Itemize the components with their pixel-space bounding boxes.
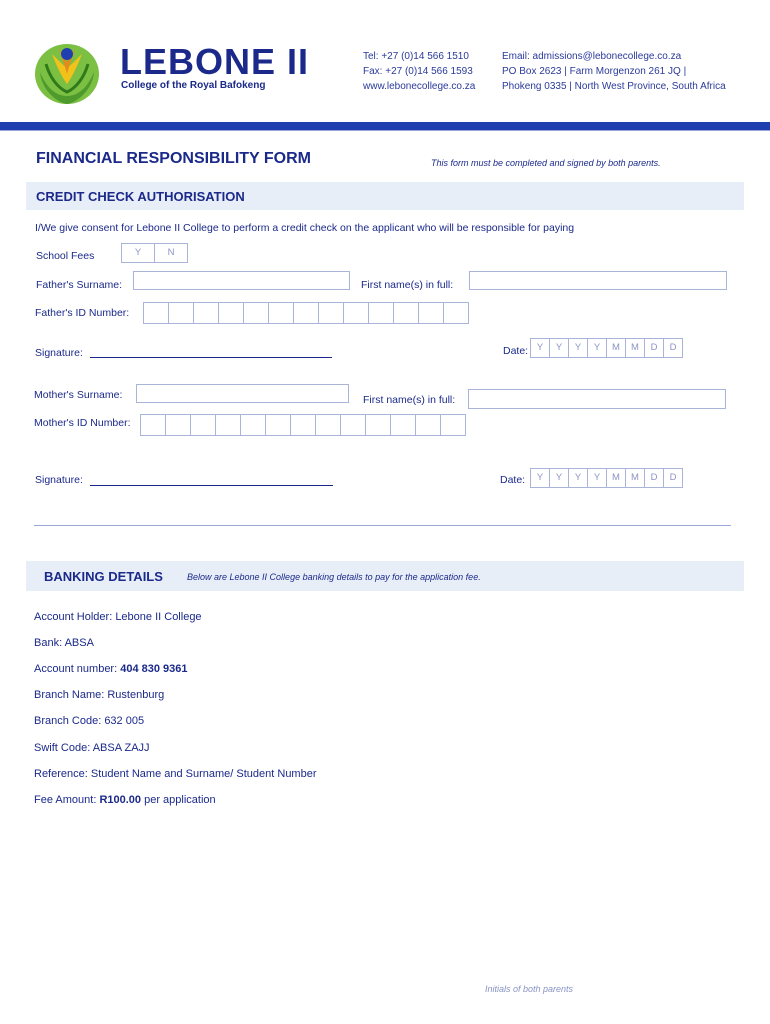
date-cell[interactable]: Y: [549, 338, 569, 358]
id-digit-cell[interactable]: [140, 414, 166, 436]
header-line: [0, 130, 770, 131]
id-digit-cell[interactable]: [168, 302, 194, 324]
mother-date-label: Date:: [500, 474, 526, 486]
school-fees-label: School Fees: [36, 250, 95, 262]
branch-name: Branch Name: Rustenburg: [34, 689, 165, 701]
date-cell[interactable]: Y: [587, 338, 607, 358]
banking-section-title: BANKING DETAILS: [44, 569, 163, 584]
id-digit-cell[interactable]: [143, 302, 169, 324]
id-digit-cell[interactable]: [318, 302, 344, 324]
logo-emblem-icon: [32, 34, 102, 106]
id-digit-cell[interactable]: [243, 302, 269, 324]
mother-id-label: Mother's ID Number:: [34, 417, 131, 429]
mother-date-cells[interactable]: [530, 468, 688, 488]
id-digit-cell[interactable]: [443, 302, 469, 324]
date-cell[interactable]: Y: [568, 468, 588, 488]
father-signature-line[interactable]: [90, 357, 332, 358]
father-surname-label: Father's Surname:: [36, 279, 123, 291]
form-title: FINANCIAL RESPONSIBILITY FORM: [36, 150, 311, 167]
initials-label: Initials of both parents: [485, 984, 574, 994]
mother-signature-line[interactable]: [90, 485, 333, 486]
id-digit-cell[interactable]: [340, 414, 366, 436]
date-cell[interactable]: D: [644, 338, 664, 358]
father-signature-label: Signature:: [35, 347, 83, 359]
id-digit-cell[interactable]: [240, 414, 266, 436]
credit-section-title: CREDIT CHECK AUTHORISATION: [36, 189, 245, 204]
father-date-cells[interactable]: [530, 338, 688, 358]
id-digit-cell[interactable]: [365, 414, 391, 436]
branch-code: Branch Code: 632 005: [34, 715, 145, 727]
fee-amount-row: [34, 794, 216, 806]
id-digit-cell[interactable]: [218, 302, 244, 324]
id-digit-cell[interactable]: [390, 414, 416, 436]
account-number-value: 404 830 9361: [120, 663, 188, 675]
id-digit-cell[interactable]: [393, 302, 419, 324]
form-note: This form must be completed and signed by both parents.: [431, 158, 661, 168]
id-digit-cell[interactable]: [190, 414, 216, 436]
account-holder: Account Holder: Lebone II College: [34, 611, 202, 623]
id-digit-cell[interactable]: [193, 302, 219, 324]
id-digit-cell[interactable]: [343, 302, 369, 324]
id-digit-cell[interactable]: [290, 414, 316, 436]
fee-amount-value: R100.00: [99, 794, 142, 806]
date-cell[interactable]: Y: [587, 468, 607, 488]
mother-surname-label: Mother's Surname:: [34, 389, 123, 401]
father-first-names-label: First name(s) in full:: [361, 279, 454, 291]
father-id-label: Father's ID Number:: [35, 307, 130, 319]
id-digit-cell[interactable]: [293, 302, 319, 324]
school-fees-yes-box[interactable]: Y: [121, 243, 155, 263]
father-id-cells[interactable]: [143, 302, 469, 324]
mother-id-cells[interactable]: [140, 414, 466, 436]
contact-po-box: PO Box 2623 | Farm Morgenzon 261 JQ |: [502, 66, 687, 77]
college-logo: [32, 34, 102, 106]
father-surname-field[interactable]: [133, 271, 350, 290]
contact-website[interactable]: www.lebonecollege.co.za: [363, 81, 476, 92]
logo-subtitle: College of the Royal Bafokeng: [121, 80, 266, 91]
id-digit-cell[interactable]: [215, 414, 241, 436]
date-cell[interactable]: D: [644, 468, 664, 488]
father-date-label: Date:: [503, 345, 529, 357]
section-divider: [34, 525, 731, 526]
date-cell[interactable]: Y: [568, 338, 588, 358]
date-cell[interactable]: Y: [530, 338, 550, 358]
consent-text: I/We give consent for Lebone II College to perform a credit check on the applicant who will be responsible for paying: [35, 222, 575, 234]
swift-code: Swift Code: ABSA ZAJJ: [34, 742, 150, 754]
contact-address: Phokeng 0335 | North West Province, South Africa: [502, 81, 726, 92]
father-first-names-field[interactable]: [469, 271, 727, 290]
id-digit-cell[interactable]: [440, 414, 466, 436]
date-cell[interactable]: D: [663, 338, 683, 358]
date-cell[interactable]: M: [625, 338, 645, 358]
id-digit-cell[interactable]: [368, 302, 394, 324]
fee-amount-label: Fee Amount:: [34, 794, 97, 806]
id-digit-cell[interactable]: [265, 414, 291, 436]
id-digit-cell[interactable]: [315, 414, 341, 436]
date-cell[interactable]: Y: [549, 468, 569, 488]
date-cell[interactable]: M: [606, 338, 626, 358]
id-digit-cell[interactable]: [268, 302, 294, 324]
account-number-row: [34, 663, 188, 675]
contact-phone: Tel: +27 (0)14 566 1510: [363, 51, 469, 62]
logo-title: LEBONE II: [120, 41, 310, 82]
header-bar: [0, 122, 770, 130]
bank-name: Bank: ABSA: [34, 637, 94, 649]
fee-amount-suffix: per application: [144, 794, 216, 806]
date-cell[interactable]: D: [663, 468, 683, 488]
account-number-label: Account number:: [34, 663, 118, 675]
school-fees-no-box[interactable]: N: [154, 243, 188, 263]
date-cell[interactable]: M: [625, 468, 645, 488]
mother-surname-field[interactable]: [136, 384, 349, 403]
date-cell[interactable]: M: [606, 468, 626, 488]
mother-signature-label: Signature:: [35, 474, 83, 486]
contact-fax: Fax: +27 (0)14 566 1593: [363, 66, 473, 77]
payment-reference: Reference: Student Name and Surname/ Student Number: [34, 768, 317, 780]
mother-first-names-field[interactable]: [468, 389, 726, 409]
id-digit-cell[interactable]: [418, 302, 444, 324]
contact-email[interactable]: Email: admissions@lebonecollege.co.za: [502, 51, 682, 62]
mother-first-names-label: First name(s) in full:: [363, 394, 456, 406]
id-digit-cell[interactable]: [415, 414, 441, 436]
banking-note: Below are Lebone II College banking details to pay for the application fee.: [187, 572, 481, 582]
id-digit-cell[interactable]: [165, 414, 191, 436]
date-cell[interactable]: Y: [530, 468, 550, 488]
